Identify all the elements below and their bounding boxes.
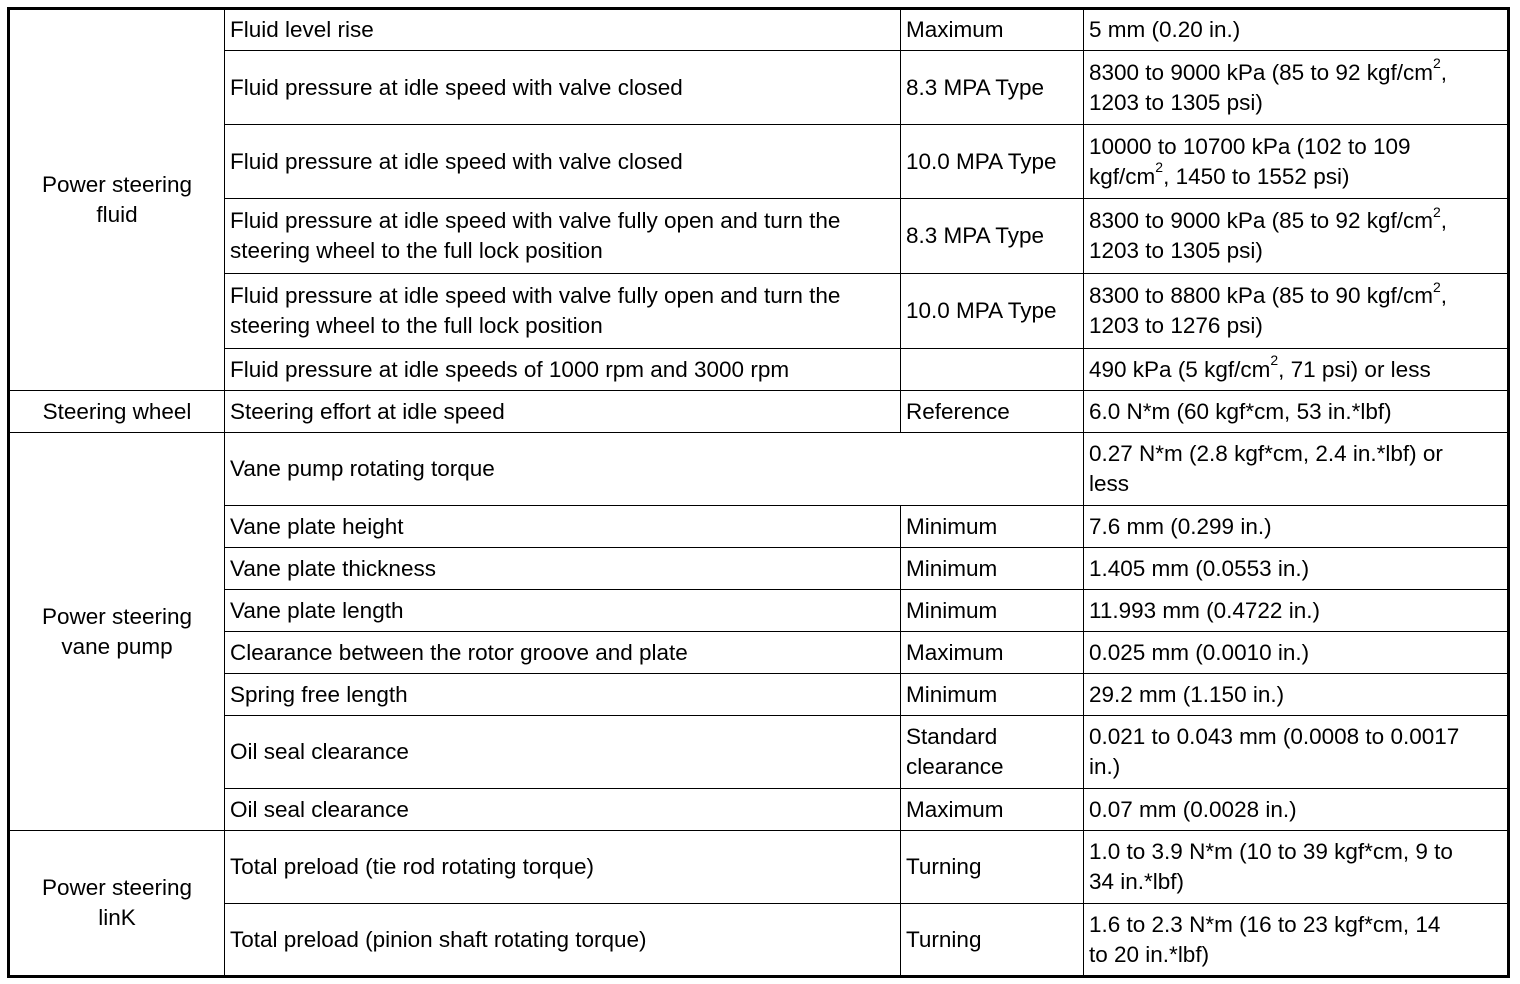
value-cell: 29.2 mm (1.150 in.) bbox=[1084, 674, 1509, 716]
item-cell: Vane plate height bbox=[225, 506, 901, 548]
condition-cell: Minimum bbox=[901, 506, 1084, 548]
table-row bbox=[9, 9, 1509, 51]
table-row bbox=[9, 391, 1509, 433]
value-cell: 7.6 mm (0.299 in.) bbox=[1084, 506, 1509, 548]
condition-cell: 8.3 MPA Type bbox=[901, 199, 1084, 274]
item-cell: Vane pump rotating torque bbox=[225, 433, 1084, 506]
item-cell: Fluid pressure at idle speed with valve fully open and turn the steering wheel to the full lock position bbox=[225, 199, 901, 274]
condition-cell: 8.3 MPA Type bbox=[901, 51, 1084, 125]
value-cell: 1.6 to 2.3 N*m (16 to 23 kgf*cm, 14 to 20 in.*lbf) bbox=[1084, 904, 1509, 977]
condition-cell: 10.0 MPA Type bbox=[901, 274, 1084, 349]
condition-cell: Maximum bbox=[901, 789, 1084, 831]
table-row bbox=[9, 433, 1509, 506]
value-cell: 8300 to 9000 kPa (85 to 92 kgf/$cm^2$, 1203 to 1305 psi) bbox=[1084, 199, 1509, 274]
table-row bbox=[9, 51, 1509, 125]
value-cell: 11.993 mm (0.4722 in.) bbox=[1084, 590, 1509, 632]
item-cell: Oil seal clearance bbox=[225, 789, 901, 831]
value-cell: 0.07 mm (0.0028 in.) bbox=[1084, 789, 1509, 831]
condition-cell: 10.0 MPA Type bbox=[901, 125, 1084, 199]
value-cell: 1.405 mm (0.0553 in.) bbox=[1084, 548, 1509, 590]
condition-cell: Maximum bbox=[901, 632, 1084, 674]
item-cell: Fluid pressure at idle speed with valve closed bbox=[225, 51, 901, 125]
spec-table bbox=[7, 7, 1510, 978]
value-cell: 490 kPa (5 kgf/$cm^2$, 71 psi) or less bbox=[1084, 349, 1509, 391]
table-row bbox=[9, 125, 1509, 199]
item-cell: Fluid level rise bbox=[225, 9, 901, 51]
value-cell: 0.025 mm (0.0010 in.) bbox=[1084, 632, 1509, 674]
value-cell: 1.0 to 3.9 N*m (10 to 39 kgf*cm, 9 to 34 in.*lbf) bbox=[1084, 831, 1509, 904]
item-cell: Oil seal clearance bbox=[225, 716, 901, 789]
item-cell: Vane plate thickness bbox=[225, 548, 901, 590]
condition-cell: Turning bbox=[901, 904, 1084, 977]
table-row bbox=[9, 349, 1509, 391]
value-cell: 0.021 to 0.043 mm (0.0008 to 0.0017 in.) bbox=[1084, 716, 1509, 789]
item-cell: Total preload (tie rod rotating torque) bbox=[225, 831, 901, 904]
item-cell: Clearance between the rotor groove and plate bbox=[225, 632, 901, 674]
condition-cell: Minimum bbox=[901, 590, 1084, 632]
group-label-power-steering-link: Power steering linK bbox=[9, 831, 225, 977]
item-cell: Total preload (pinion shaft rotating torque) bbox=[225, 904, 901, 977]
value-cell: 0.27 N*m (2.8 kgf*cm, 2.4 in.*lbf) or less bbox=[1084, 433, 1509, 506]
condition-cell: Standard clearance bbox=[901, 716, 1084, 789]
table-row bbox=[9, 548, 1509, 590]
value-cell: 8300 to 8800 kPa (85 to 90 kgf/$cm^2$, 1203 to 1276 psi) bbox=[1084, 274, 1509, 349]
condition-cell: Turning bbox=[901, 831, 1084, 904]
value-cell: 5 mm (0.20 in.) bbox=[1084, 9, 1509, 51]
table-row bbox=[9, 632, 1509, 674]
item-cell: Steering effort at idle speed bbox=[225, 391, 901, 433]
group-label-steering-wheel: Steering wheel bbox=[9, 391, 225, 433]
table-row bbox=[9, 789, 1509, 831]
value-cell: 6.0 N*m (60 kgf*cm, 53 in.*lbf) bbox=[1084, 391, 1509, 433]
item-cell: Vane plate length bbox=[225, 590, 901, 632]
item-cell: Fluid pressure at idle speed with valve closed bbox=[225, 125, 901, 199]
value-cell: 8300 to 9000 kPa (85 to 92 kgf/$cm^2$, 1203 to 1305 psi) bbox=[1084, 51, 1509, 125]
group-label-power-steering-vane-pump: Power steering vane pump bbox=[9, 433, 225, 831]
condition-cell: Minimum bbox=[901, 548, 1084, 590]
value-cell: 10000 to 10700 kPa (102 to 109 kgf/$cm^2$, 1450 to 1552 psi) bbox=[1084, 125, 1509, 199]
table-row bbox=[9, 274, 1509, 349]
table-row bbox=[9, 831, 1509, 904]
table-row bbox=[9, 199, 1509, 274]
table-row bbox=[9, 506, 1509, 548]
condition-cell: Maximum bbox=[901, 9, 1084, 51]
condition-cell: Reference bbox=[901, 391, 1084, 433]
condition-cell bbox=[901, 349, 1084, 391]
table-row bbox=[9, 590, 1509, 632]
table-row bbox=[9, 674, 1509, 716]
group-label-power-steering-fluid: Power steering fluid bbox=[9, 9, 225, 391]
table-row bbox=[9, 904, 1509, 977]
item-cell: Spring free length bbox=[225, 674, 901, 716]
item-cell: Fluid pressure at idle speed with valve fully open and turn the steering wheel to the full lock position bbox=[225, 274, 901, 349]
condition-cell: Minimum bbox=[901, 674, 1084, 716]
item-cell: Fluid pressure at idle speeds of 1000 rpm and 3000 rpm bbox=[225, 349, 901, 391]
table-row bbox=[9, 716, 1509, 789]
